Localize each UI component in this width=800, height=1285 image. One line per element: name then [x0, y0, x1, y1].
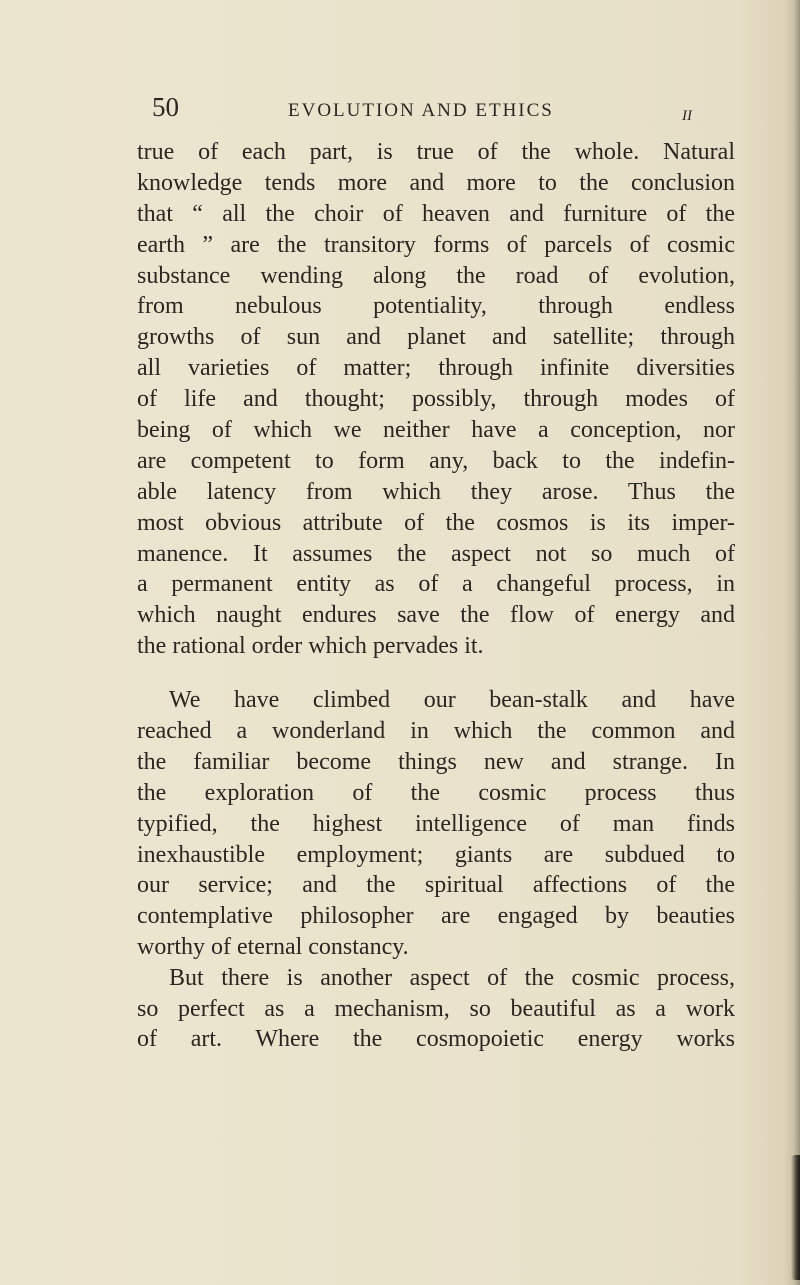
body-text: [137, 137, 735, 1053]
text-line: being of which we neither have a conception, nor: [137, 417, 735, 444]
text-line: But there is another aspect of the cosmic process,: [169, 965, 735, 992]
text-line: knowledge tends more and more to the conclusion: [137, 169, 735, 196]
text-line: worthy of eternal constancy.: [137, 934, 409, 961]
text-line: typified, the highest intelligence of man finds: [137, 810, 735, 837]
text-line: reached a wonderland in which the common and: [137, 718, 735, 745]
text-line: all varieties of matter; through infinite diversities: [137, 355, 735, 382]
text-line: true of each part, is true of the whole. Natural: [137, 139, 735, 165]
text-line: earth ” are the transitory forms of parcels of cosmic: [137, 231, 735, 258]
paragraph-2: [137, 685, 735, 963]
page-edge-shadow: [784, 0, 800, 1285]
text-line: the rational order which pervades it.: [137, 633, 484, 660]
text-line: from nebulous potentiality, through endless: [137, 293, 735, 320]
text-line: inexhaustible employment; giants are subdued to: [137, 841, 735, 868]
text-line: most obvious attribute of the cosmos is its imper-: [137, 509, 735, 536]
text-line: manence. It assumes the aspect not so much of: [137, 540, 735, 567]
text-line: the familiar become things new and strange. In: [137, 748, 735, 775]
chapter-number: II: [682, 108, 692, 124]
page-header: [152, 92, 720, 134]
paragraph-1: [137, 137, 735, 662]
text-line: so perfect as a mechanism, so beautiful as a work: [137, 996, 735, 1023]
text-line: growths of sun and planet and satellite; through: [137, 324, 735, 351]
paragraph-3: [137, 963, 735, 1053]
text-line: substance wending along the road of evolution,: [137, 262, 735, 289]
text-line: which naught endures save the flow of energy and: [137, 602, 735, 629]
text-line: a permanent entity as of a changeful process, in: [137, 571, 735, 598]
text-line: contemplative philosopher are engaged by beauties: [137, 903, 735, 930]
page-edge-mark: [791, 1155, 800, 1280]
text-line: of art. Where the cosmopoietic energy works: [137, 1025, 735, 1052]
text-line: able latency from which they arose. Thus the: [137, 478, 735, 505]
text-line: We have climbed our bean-stalk and have: [169, 687, 735, 714]
running-title: EVOLUTION AND ETHICS: [288, 100, 554, 121]
text-line: that “ all the choir of heaven and furniture of the: [137, 200, 735, 227]
text-line: our service; and the spiritual affections of the: [137, 872, 735, 899]
text-line: of life and thought; possibly, through modes of: [137, 386, 735, 413]
page-number: 50: [152, 92, 179, 122]
text-line: the exploration of the cosmic process thus: [137, 779, 735, 806]
text-line: are competent to form any, back to the indefin-: [137, 447, 735, 474]
paragraph-gap: [137, 662, 735, 685]
